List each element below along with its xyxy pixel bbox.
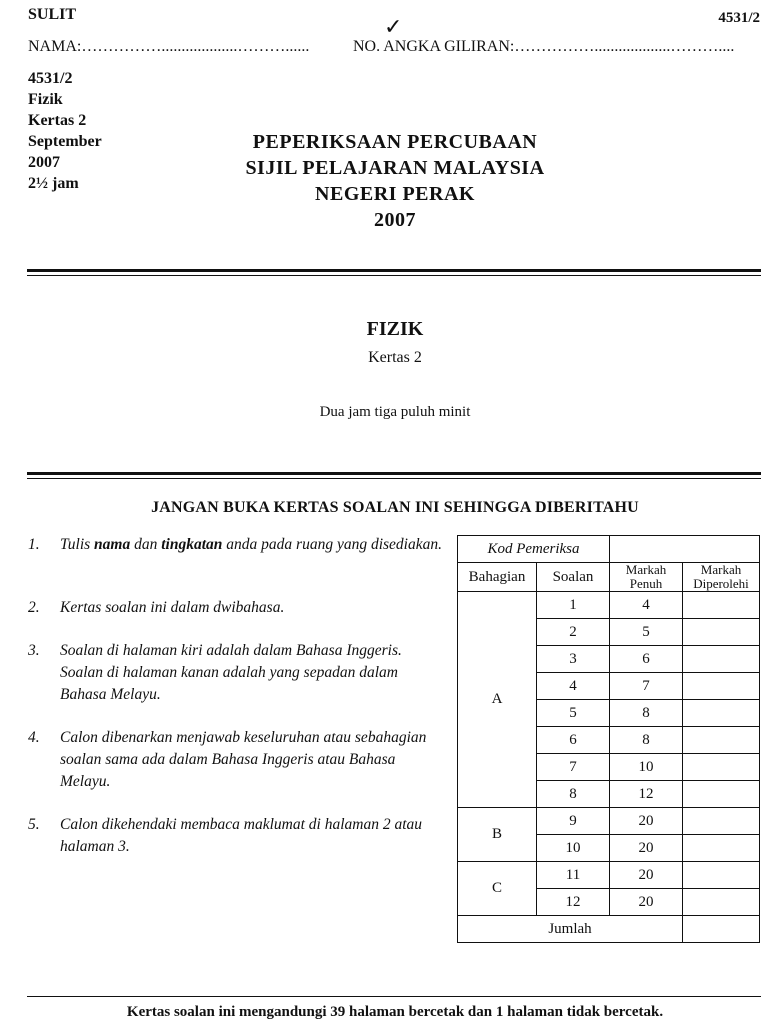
section-b: B <box>458 808 537 862</box>
instruction-text: Calon dikehendaki membaca maklumat di halaman 2 atau halaman 3. <box>60 816 423 855</box>
marks-obtained-cell <box>683 781 760 808</box>
instruction-item <box>28 640 448 706</box>
question-number: 7 <box>537 754 610 781</box>
marks-obtained-cell <box>683 727 760 754</box>
total-label: Jumlah <box>458 916 683 943</box>
instruction-item <box>28 534 448 556</box>
header-full-marks: Markah Penuh <box>610 563 683 592</box>
full-marks: 20 <box>610 808 683 835</box>
marks-obtained-cell <box>683 862 760 889</box>
paper-code: 4531/2 <box>718 10 760 26</box>
instruction-number: 5. <box>28 816 40 833</box>
question-number: 6 <box>537 727 610 754</box>
header-section: Bahagian <box>458 563 537 592</box>
title-line: 2007 <box>374 209 416 231</box>
total-cell <box>683 916 760 943</box>
instruction-number: 1. <box>28 536 40 553</box>
duration-text: Dua jam tiga puluh minit <box>319 404 471 420</box>
info-duration: 2½ jam <box>28 175 79 192</box>
classification-label: SULIT <box>28 6 77 23</box>
instruction-item <box>28 814 448 858</box>
marks-obtained-cell <box>683 646 760 673</box>
instruction-text: dan <box>130 536 162 553</box>
info-code: 4531/2 <box>28 70 73 87</box>
marks-obtained-cell <box>683 700 760 727</box>
full-marks: 5 <box>610 619 683 646</box>
question-number: 2 <box>537 619 610 646</box>
examiner-code-label: Kod Pemeriksa <box>458 536 610 563</box>
instruction-number: 3. <box>28 642 40 659</box>
divider <box>27 472 761 475</box>
title-line: PEPERIKSAAN PERCUBAAN <box>252 131 538 153</box>
instruction-item <box>28 597 448 619</box>
full-marks: 20 <box>610 862 683 889</box>
section-a: A <box>458 592 537 808</box>
full-marks: 6 <box>610 646 683 673</box>
question-number: 1 <box>537 592 610 619</box>
full-marks: 8 <box>610 727 683 754</box>
examiner-marks-table <box>457 535 760 943</box>
question-number: 3 <box>537 646 610 673</box>
header-marks-obtained: Markah Diperolehi <box>683 563 760 592</box>
name-field: NAMA:……………...................………...... <box>28 38 310 55</box>
instruction-number: 2. <box>28 599 40 616</box>
candidate-number-field: NO. ANGKA GILIRAN:……………...................……….... <box>353 38 735 55</box>
full-marks: 12 <box>610 781 683 808</box>
subject-title: FIZIK <box>366 318 424 340</box>
full-marks: 7 <box>610 673 683 700</box>
question-number: 11 <box>537 862 610 889</box>
check-mark-icon: ✓ <box>384 14 403 39</box>
question-number: 5 <box>537 700 610 727</box>
marks-obtained-cell <box>683 592 760 619</box>
instruction-text: Soalan di halaman kiri adalah dalam Bahasa Inggeris. Soalan di halaman kanan adalah yang sepadan dalam Bahasa Melayu. <box>60 642 402 703</box>
marks-obtained-cell <box>683 835 760 862</box>
instruction-text: Kertas soalan ini dalam dwibahasa. <box>60 599 285 616</box>
info-month: September <box>28 133 102 150</box>
question-number: 9 <box>537 808 610 835</box>
divider <box>27 269 761 272</box>
info-year: 2007 <box>28 154 60 171</box>
title-line: NEGERI PERAK <box>315 183 475 205</box>
info-subject: Fizik <box>28 91 63 108</box>
header-question: Soalan <box>537 563 610 592</box>
section-c: C <box>458 862 537 916</box>
question-number: 4 <box>537 673 610 700</box>
full-marks: 20 <box>610 889 683 916</box>
full-marks: 20 <box>610 835 683 862</box>
divider <box>27 275 761 276</box>
marks-obtained-cell <box>683 754 760 781</box>
full-marks: 4 <box>610 592 683 619</box>
warning-heading: JANGAN BUKA KERTAS SOALAN INI SEHINGGA DIBERITAHU <box>151 499 639 516</box>
examiner-code-cell <box>610 536 760 563</box>
instruction-bold: tingkatan <box>161 536 223 553</box>
full-marks: 8 <box>610 700 683 727</box>
exam-title <box>0 129 768 233</box>
marks-obtained-cell <box>683 619 760 646</box>
marks-obtained-cell <box>683 808 760 835</box>
instruction-text: Calon dibenarkan menjawab keseluruhan atau sebahagian soalan sama ada dalam Bahasa Inggeris atau Bahasa Melayu. <box>60 729 427 790</box>
instruction-bold: nama <box>94 536 131 553</box>
question-number: 10 <box>537 835 610 862</box>
question-number: 8 <box>537 781 610 808</box>
paper-label: Kertas 2 <box>368 349 422 366</box>
info-paper: Kertas 2 <box>28 112 87 129</box>
title-line: SIJIL PELAJARAN MALAYSIA <box>245 157 545 179</box>
question-number: 12 <box>537 889 610 916</box>
footer-divider <box>27 996 761 997</box>
instruction-text: Tulis <box>60 536 95 553</box>
marks-obtained-cell <box>683 889 760 916</box>
instruction-item <box>28 727 448 793</box>
page-count-footer: Kertas soalan ini mengandungi 39 halaman bercetak dan 1 halaman tidak bercetak. <box>126 1004 664 1020</box>
full-marks: 10 <box>610 754 683 781</box>
divider <box>27 478 761 479</box>
marks-obtained-cell <box>683 673 760 700</box>
instruction-number: 4. <box>28 729 40 746</box>
instruction-text: anda pada ruang yang disediakan. <box>222 536 442 553</box>
